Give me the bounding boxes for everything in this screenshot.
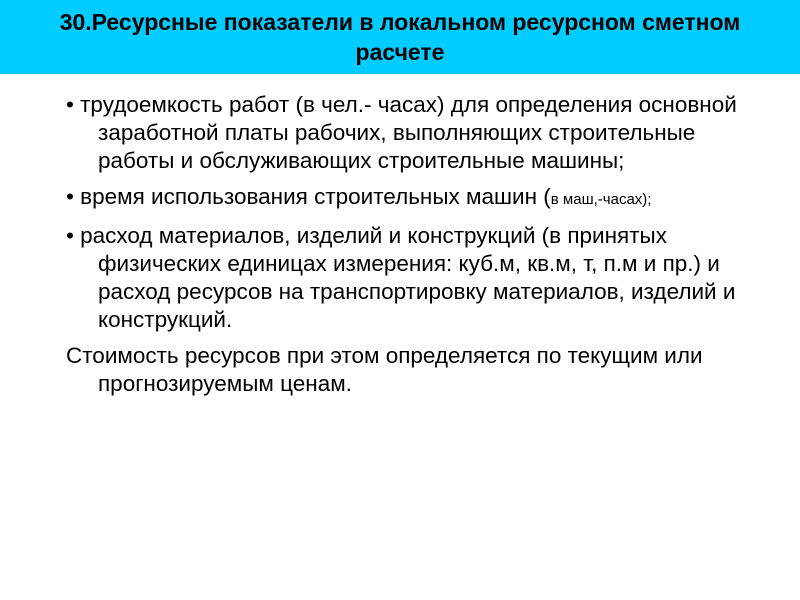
bullet-labor-intensity [66, 91, 766, 175]
bullet-machine-time [66, 183, 766, 214]
closing-text: Стоимость ресурсов при этом определяется по текущим или прогнозируемым ценам. [66, 343, 703, 396]
slide-title: 30.Ресурсные показатели в локальном ресурсном сметном расчете [59, 9, 741, 65]
bullet-text: • трудоемкость работ (в чел.- часах) для определения основной заработной платы рабочих, выполняющих строительные работы и обслуживающих строительные машины; [66, 92, 737, 173]
bullet-materials [66, 222, 766, 334]
bullet-text: • время использования строительных машин ( [66, 184, 551, 209]
bullet-small-text: в маш,-часах); [550, 191, 652, 208]
closing-paragraph [66, 342, 766, 398]
title-bar [0, 0, 800, 74]
slide-content [66, 91, 766, 406]
bullet-text: • расход материалов, изделий и конструкций (в принятых физических единицах измерения: куб.м, кв.м, т, п.м и пр.) и расход ресурсов на транспортировку материалов, изделий и конструкций. [66, 223, 736, 332]
